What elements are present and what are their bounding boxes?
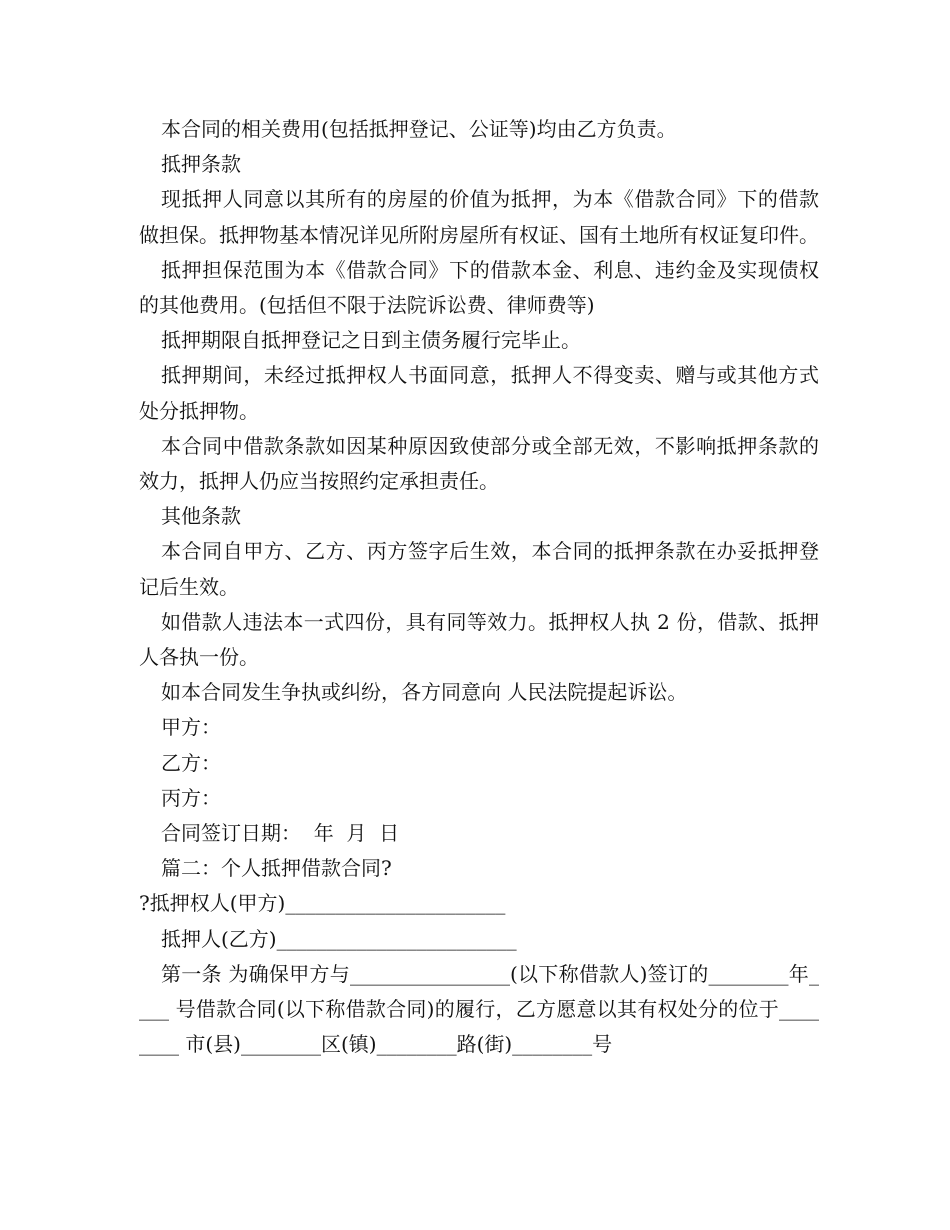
signature-party-b: 乙方： bbox=[161, 750, 221, 775]
paragraph-dispute: 如本合同发生争执或纠纷，各方同意向 人民法院提起诉讼。 bbox=[161, 680, 688, 705]
mortgagee-party-a-line: ?抵押权人(甲方)______________________ bbox=[139, 891, 506, 916]
signature-party-c: 丙方： bbox=[161, 785, 221, 810]
signing-date: 合同签订日期： 年 月 日 bbox=[161, 821, 400, 846]
article-one: 第一条 为确保甲方与________________(以下称借款人)签订的________年____ 号借款合同(以下称借款合同)的履行，乙方愿意以其有权处分的位于________ 市(县)________区(镇)________路(街)________号 bbox=[139, 961, 819, 1057]
heading-other-terms: 其他条款 bbox=[161, 504, 241, 529]
paragraph-guarantee-scope: 抵押担保范围为本《借款合同》下的借款本金、利息、违约金及实现债权的其他费用。(包括但不限于法院诉讼费、律师费等) bbox=[139, 257, 819, 318]
mortgagor-party-b-line: 抵押人(乙方)________________________ bbox=[161, 926, 517, 951]
heading-mortgage-terms: 抵押条款 bbox=[161, 152, 241, 177]
section-title-part-two: 篇二：个人抵押借款合同? bbox=[161, 856, 392, 881]
paragraph-validity: 本合同中借款条款如因某种原因致使部分或全部无效，不影响抵押条款的效力，抵押人仍应当按照约定承担责任。 bbox=[139, 433, 819, 494]
paragraph-copies: 如借款人违法本一式四份，具有同等效力。抵押权人执 2 份，借款、抵押人各执一份。 bbox=[139, 609, 819, 670]
paragraph-fees: 本合同的相关费用(包括抵押登记、公证等)均由乙方负责。 bbox=[161, 117, 677, 141]
paragraph-effective: 本合同自甲方、乙方、丙方签字后生效，本合同的抵押条款在办妥抵押登记后生效。 bbox=[139, 539, 819, 599]
paragraph-mortgage-period: 抵押期间，未经过抵押权人书面同意，抵押人不得变卖、赠与或其他方式处分抵押物。 bbox=[139, 363, 819, 423]
paragraph-mortgage-term: 抵押期限自抵押登记之日到主债务履行完毕止。 bbox=[161, 328, 581, 353]
document-body bbox=[139, 112, 819, 1062]
signature-party-a: 甲方： bbox=[161, 715, 221, 740]
paragraph-mortgage-consent: 现抵押人同意以其所有的房屋的价值为抵押，为本《借款合同》下的借款做担保。抵押物基本情况详见所附房屋所有权证、国有土地所有权证复印件。 bbox=[139, 187, 819, 247]
